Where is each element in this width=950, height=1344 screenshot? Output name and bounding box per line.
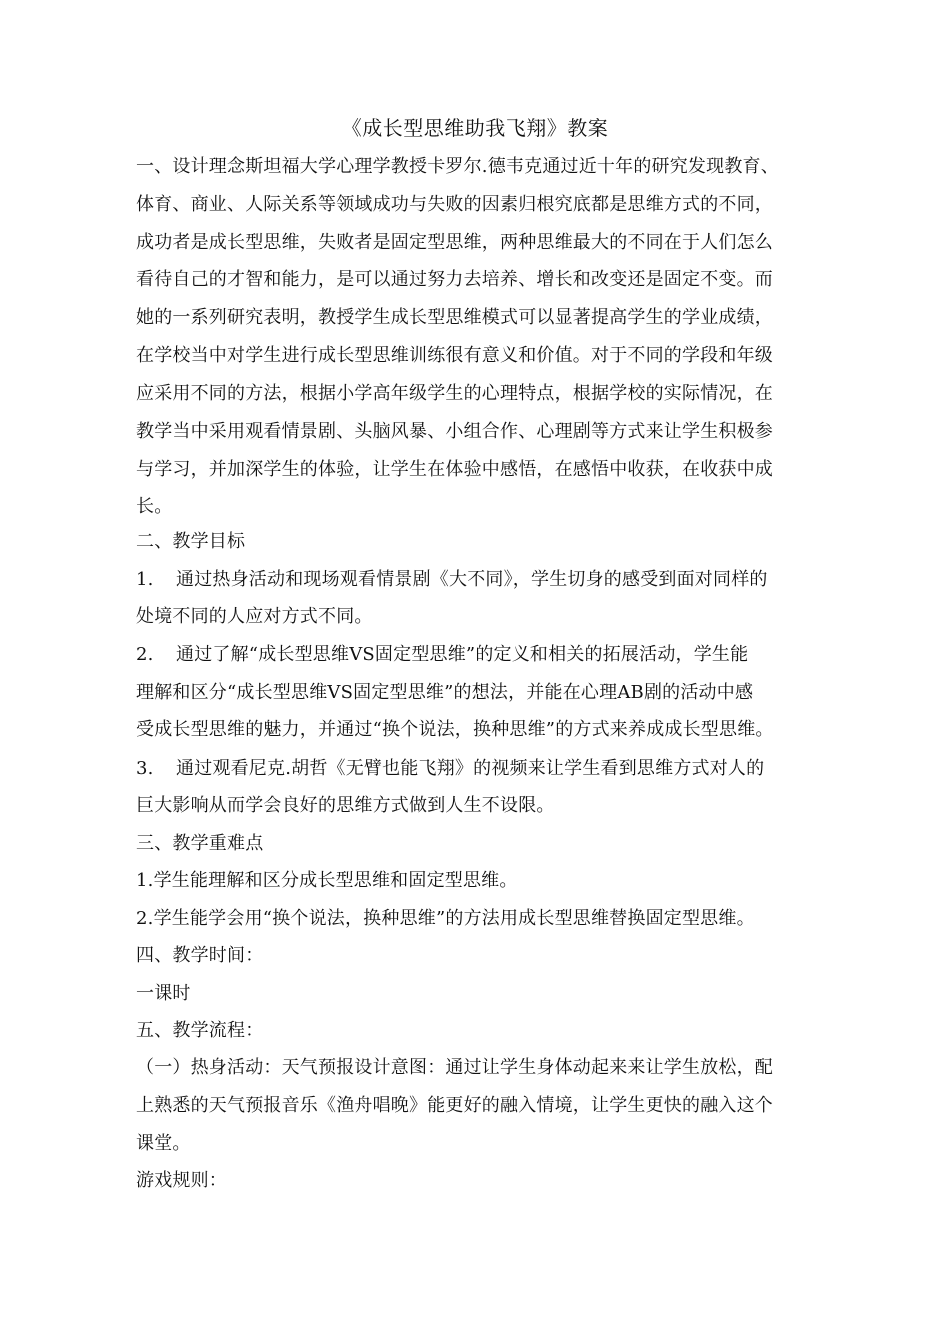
list-number: 1. bbox=[136, 569, 154, 590]
body-line: 通过了解“成长型思维VS固定型思维”的定义和相关的拓展活动，学生能 bbox=[176, 644, 749, 665]
body-line: 游戏规则： bbox=[136, 1170, 227, 1191]
list-number: 2. bbox=[136, 644, 154, 665]
body-line: （一）热身活动：天气预报设计意图：通过让学生身体动起来来让学生放松，配 bbox=[136, 1057, 773, 1078]
body-line: 长。 bbox=[136, 496, 173, 517]
body-line: 课堂。 bbox=[136, 1133, 191, 1154]
section-heading: 五、教学流程： bbox=[136, 1020, 264, 1041]
section-heading: 三、教学重难点 bbox=[136, 833, 264, 854]
body-line: 应采用不同的方法，根据小学高年级学生的心理特点，根据学校的实际情况，在 bbox=[136, 383, 773, 404]
section-heading: 四、教学时间： bbox=[136, 945, 264, 966]
body-line: 理解和区分“成长型思维VS固定型思维”的想法，并能在心理AB剧的活动中感 bbox=[136, 682, 754, 703]
body-line: 一课时 bbox=[136, 983, 191, 1004]
body-line: 体育、商业、人际关系等领域成功与失败的因素归根究底都是思维方式的不同， bbox=[136, 194, 773, 215]
body-line: 通过观看尼克.胡哲《无臂也能飞翔》的视频来让学生看到思维方式对人的 bbox=[176, 758, 765, 779]
body-line: 巨大影响从而学会良好的思维方式做到人生不设限。 bbox=[136, 795, 555, 816]
body-line: 在学校当中对学生进行成长型思维训练很有意义和价值。对于不同的学段和年级 bbox=[136, 345, 773, 366]
body-line: 她的一系列研究表明，教授学生成长型思维模式可以显著提高学生的学业成绩， bbox=[136, 307, 773, 328]
list-number: 3. bbox=[136, 758, 154, 779]
document-title: 《成长型思维助我飞翔》教案 bbox=[341, 116, 609, 140]
body-line: 上熟悉的天气预报音乐《渔舟唱晚》能更好的融入情境，让学生更快的融入这个 bbox=[136, 1095, 773, 1116]
body-line: 1.学生能理解和区分成长型思维和固定型思维。 bbox=[136, 870, 518, 891]
body-line: 成功者是成长型思维，失败者是固定型思维，两种思维最大的不同在于人们怎么 bbox=[136, 232, 773, 253]
body-line: 教学当中采用观看情景剧、头脑风暴、小组合作、心理剧等方式来让学生积极参 bbox=[136, 421, 773, 442]
body-line: 与学习，并加深学生的体验，让学生在体验中感悟，在感悟中收获，在收获中成 bbox=[136, 459, 773, 480]
body-line: 一、设计理念斯坦福大学心理学教授卡罗尔.德韦克通过近十年的研究发现教育、 bbox=[136, 156, 779, 177]
body-line: 处境不同的人应对方式不同。 bbox=[136, 606, 373, 627]
body-line: 通过热身活动和现场观看情景剧《大不同》，学生切身的感受到面对同样的 bbox=[176, 569, 768, 590]
section-heading: 二、教学目标 bbox=[136, 531, 246, 552]
body-line: 受成长型思维的魅力，并通过“换个说法，换种思维”的方式来养成成长型思维。 bbox=[136, 719, 774, 740]
body-line: 看待自己的才智和能力，是可以通过努力去培养、增长和改变还是固定不变。而 bbox=[136, 269, 773, 290]
body-line: 2.学生能学会用“换个说法，换种思维”的方法用成长型思维替换固定型思维。 bbox=[136, 908, 755, 929]
